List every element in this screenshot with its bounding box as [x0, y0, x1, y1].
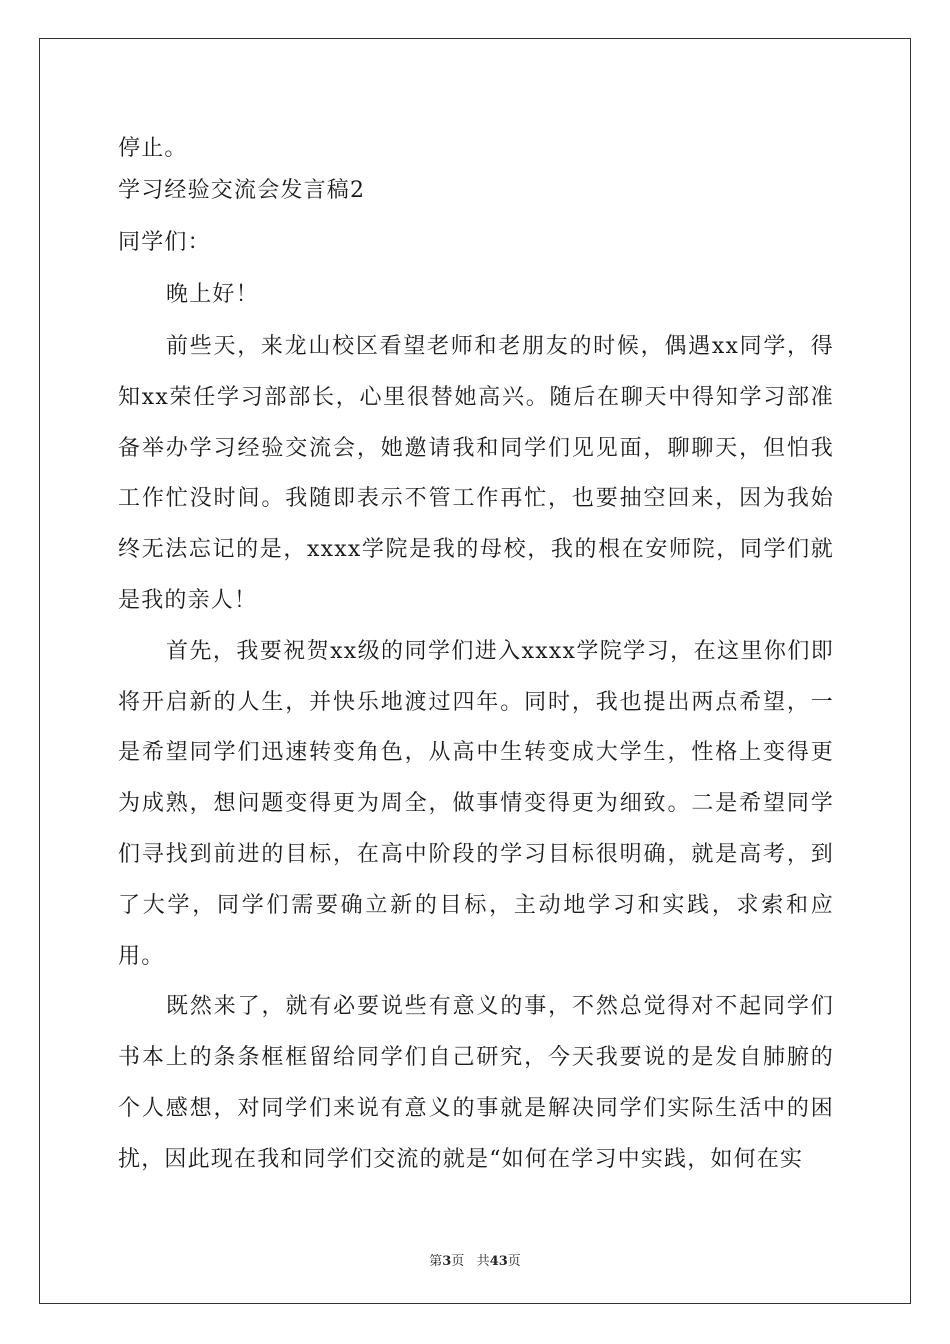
fragment-end: 停止。 — [118, 136, 188, 161]
total-pages-number: 43 — [489, 1254, 508, 1269]
document-heading: 学习经验交流会发言稿2 — [118, 178, 366, 203]
document-body — [118, 128, 834, 1186]
paragraph: 前些天，来龙山校区看望老师和老朋友的时候，偶遇xx同学，得知xx荣任学习部部长，心里很替她高兴。随后在聊天中得知学习部准备举办学习经验交流会，她邀请我和同学们见见面，聊聊天，但怕我工作忙没时间。我随即表示不管工作再忙，也要抽空回来，因为我始终无法忘记的是，xxxx学院是我的母校，我的根在安师院，同学们就是我的亲人！ — [118, 334, 834, 613]
paragraph: 首先，我要祝贺xx级的同学们进入xxxx学院学习，在这里你们即将开启新的人生，并快乐地渡过四年。同时，我也提出两点希望，一是希望同学们迅速转变角色，从高中生转变成大学生，性格上变得更为成熟，想问题变得更为周全，做事情变得更为细致。二是希望同学们寻找到前进的目标，在高中阶段的学习目标很明确，就是高考，到了大学，同学们需要确立新的目标，主动地学习和实践，求索和应用。 — [118, 638, 834, 969]
greeting: 晚上好！ — [166, 282, 259, 307]
footer-prefix: 第 — [429, 1254, 443, 1269]
paragraph: 既然来了，就有必要说些有意义的事，不然总觉得对不起同学们书本上的条条框框留给同学们自己研究，今天我要说的是发自肺腑的个人感想，对同学们来说有意义的事就是解决同学们实际生活中的困扰，因此现在我和同学们交流的就是“如何在学习中实践，如何在实 — [118, 994, 834, 1172]
current-page-number: 3 — [442, 1254, 452, 1269]
footer-total-prefix: 共 — [476, 1254, 490, 1269]
footer-total-suffix: 页 — [507, 1254, 521, 1269]
footer-page-word: 页 — [451, 1254, 465, 1269]
salutation: 同学们： — [118, 230, 211, 255]
page-footer — [0, 1250, 950, 1269]
